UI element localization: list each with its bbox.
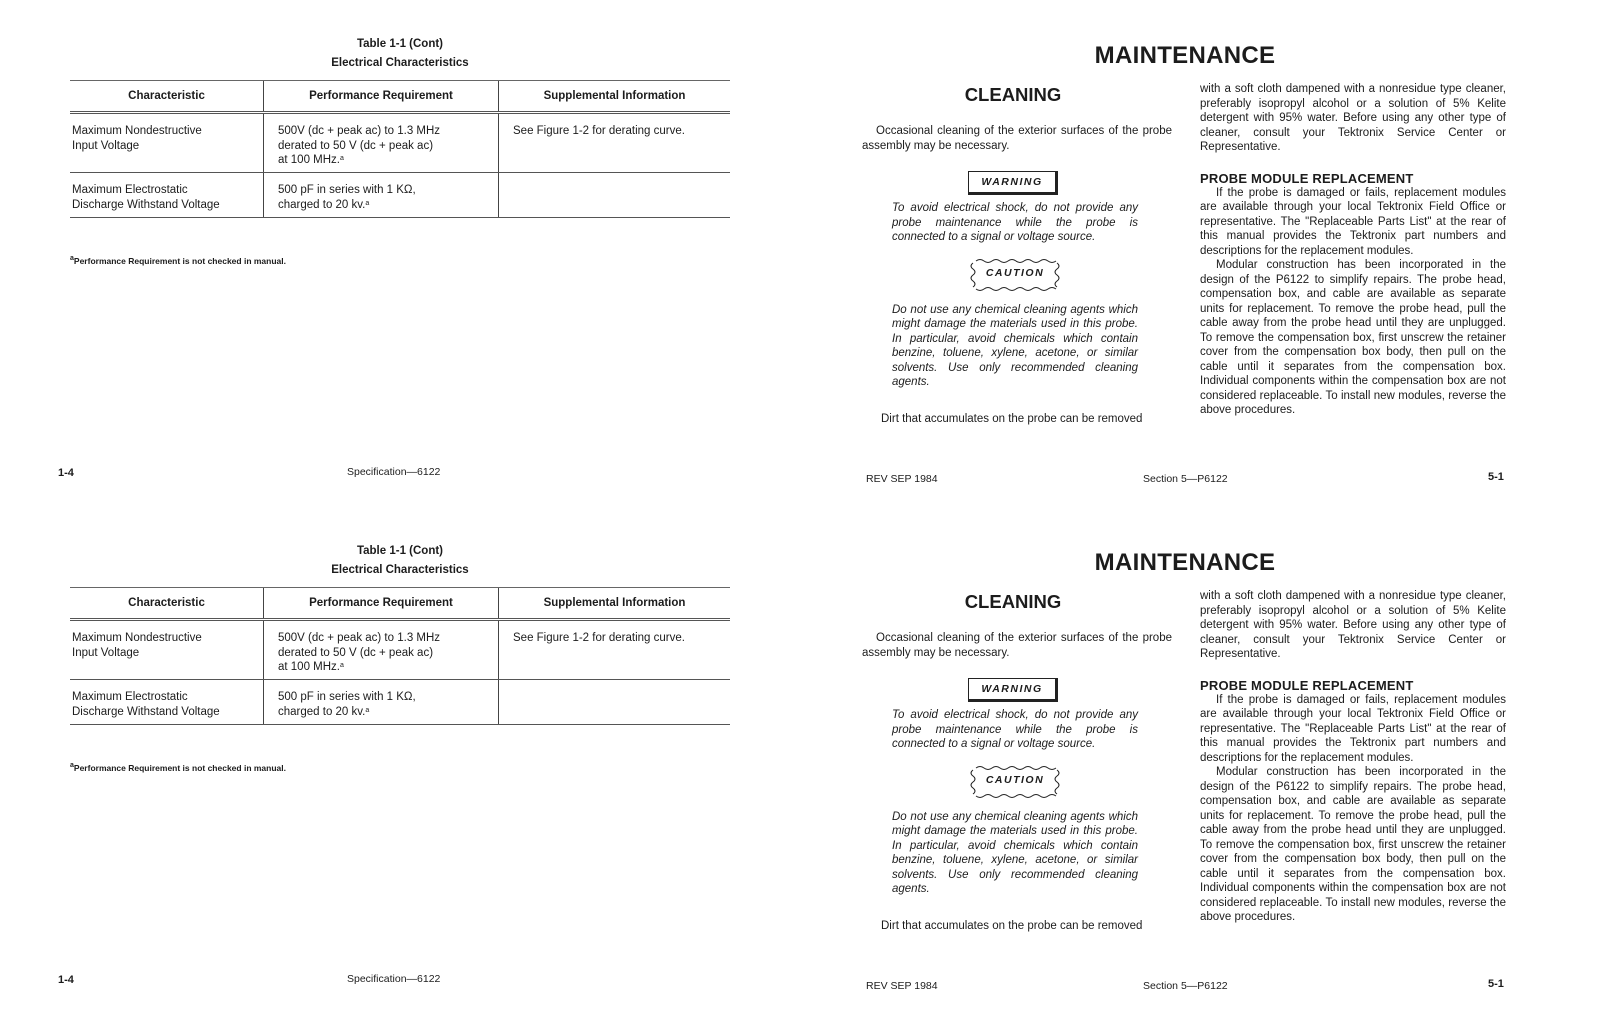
cell-line: 500 pF in series with 1 KΩ, <box>278 691 416 703</box>
characteristics-table <box>70 587 730 725</box>
left-column <box>862 591 1172 933</box>
cell-line: Discharge Withstand Voltage <box>72 198 220 211</box>
revision-date: REV SEP 1984 <box>866 980 938 992</box>
section-footer: Section 5—P6122 <box>1143 473 1228 485</box>
page-number: 5-1 <box>1488 471 1504 483</box>
section-title: MAINTENANCE <box>1094 549 1276 576</box>
caution-text: Do not use any chemical cleaning agents which might damage the materials used in this probe. In particular, avoid chemicals which contain benzine, toluene, xylene, acetone, or similar solvents. Use only recommended cleaning agents. <box>892 810 1138 895</box>
table-row <box>70 173 730 218</box>
cell-line: 500V (dc + peak ac) to 1.3 MHz <box>278 632 441 644</box>
supplemental-cell: See Figure 1-2 for derating curve. <box>498 621 730 679</box>
cell-line: derated to 50 V (dc + peak ac) <box>278 139 434 152</box>
supplemental-cell <box>498 680 730 724</box>
section-footer: Section 5—P6122 <box>1143 980 1228 992</box>
cell-line: at 100 MHz.$^a$ <box>278 154 344 166</box>
page-footer: Specification—6122 <box>347 973 441 985</box>
performance-cell <box>263 173 498 217</box>
module-paragraph-2: Modular construction has been incorporated in the design of the P6122 to simplify repairs. The probe head, compensation box, and cable are available as separate units for replacement. To remove the probe head, pull the cable away from the probe head until they are unplugged. To remove the compensation box, first unscrew the retainer cover from the compensation box body, then pull on the cable until it separates from the compensation box. Individual components within the compensation box are not considered replaceable. To install new modules, reverse the above procedures. <box>1200 259 1506 416</box>
caution-text: Do not use any chemical cleaning agents which might damage the materials used in this probe. In particular, avoid chemicals which contain benzine, toluene, xylene, acetone, or similar solvents. Use only recommended cleaning agents. <box>892 303 1138 388</box>
cleaning-intro: Occasional cleaning of the exterior surfaces of the probe assembly may be necessary. <box>862 632 1172 659</box>
section-title: MAINTENANCE <box>1094 42 1276 69</box>
warning-text: To avoid electrical shock, do not provide any probe maintenance while the probe is connected to a signal or voltage source. <box>892 709 1138 750</box>
footnote-marker: a <box>365 199 370 207</box>
module-replacement-heading: PROBE MODULE REPLACEMENT <box>1200 677 1414 693</box>
cleaning-continued: with a soft cloth dampened with a nonresidue type cleaner, preferably isopropyl alcohol or a solution of 5% Kelite detergent with 95% water. Before using any other type of cleaner, consult your Tektronix Service Center or Representative. <box>1200 590 1506 660</box>
cell-line: Input Voltage <box>72 646 140 659</box>
characteristic-cell <box>70 621 263 679</box>
table-subtitle: Electrical Characteristics <box>331 564 469 576</box>
cell-line: 500V (dc + peak ac) to 1.3 MHz <box>278 125 441 137</box>
table-row <box>70 621 730 680</box>
right-column <box>1200 82 1506 418</box>
module-replacement-heading: PROBE MODULE REPLACEMENT <box>1200 170 1414 186</box>
footnote-marker: a <box>340 662 344 669</box>
footnote-marker: a <box>365 706 370 714</box>
cell-line: Discharge Withstand Voltage <box>72 705 220 718</box>
warning-box: WARNING <box>968 678 1058 702</box>
module-paragraph-2: Modular construction has been incorporated in the design of the P6122 to simplify repairs. The probe head, compensation box, and cable are available as separate units for replacement. To remove the probe head, pull the cable away from the probe head until they are unplugged. To remove the compensation box, first unscrew the retainer cover from the compensation box body, then pull on the cable until it separates from the compensation box. Individual components within the compensation box are not considered replaceable. To install new modules, reverse the above procedures. <box>1200 766 1506 923</box>
footnote-marker: a <box>70 762 74 769</box>
characteristics-table <box>70 80 730 218</box>
supplemental-cell <box>498 173 730 217</box>
table-header-row <box>70 587 730 621</box>
caution-box <box>966 255 1064 295</box>
module-paragraph-1: If the probe is damaged or fails, replacement modules are available through your local Tektronix Field Office or representative. The "Replaceable Parts List" at the rear of this manual provides the Tektronix part numbers and descriptions for the replacement modules. <box>1200 186 1506 257</box>
cleaning-heading: CLEANING <box>964 591 1062 612</box>
caution-label: CAUTION <box>985 773 1045 786</box>
column-header: Characteristic <box>128 596 205 609</box>
characteristic-cell <box>70 680 263 724</box>
column-header: Characteristic <box>128 89 205 102</box>
caution-label: CAUTION <box>985 266 1045 279</box>
cell-line: charged to 20 kv.$^a$ <box>278 705 370 718</box>
table-footnote: $^a$Performance Requirement is not checked in manual. <box>70 255 286 266</box>
cleaning-continued: with a soft cloth dampened with a nonresidue type cleaner, preferably isopropyl alcohol or a solution of 5% Kelite detergent with 95% water. Before using any other type of cleaner, consult your Tektronix Service Center or Representative. <box>1200 83 1506 153</box>
column-header: Performance Requirement <box>263 81 498 111</box>
table-title: Table 1-1 (Cont) <box>356 545 444 557</box>
characteristic-cell <box>70 173 263 217</box>
table-row <box>70 114 730 173</box>
left-column <box>862 84 1172 426</box>
revision-date: REV SEP 1984 <box>866 473 938 485</box>
footnote-marker: a <box>70 255 74 262</box>
cell-line: derated to 50 V (dc + peak ac) <box>278 646 434 659</box>
cell-line: Maximum Nondestructive <box>72 632 202 644</box>
column-header: Performance Requirement <box>263 588 498 618</box>
module-paragraph-1: If the probe is damaged or fails, replacement modules are available through your local Tektronix Field Office or representative. The "Replaceable Parts List" at the rear of this manual provides the Tektronix part numbers and descriptions for the replacement modules. <box>1200 693 1506 764</box>
column-header: Supplemental Information <box>498 588 730 618</box>
performance-cell <box>263 114 498 172</box>
cleaning-heading: CLEANING <box>964 84 1062 105</box>
page-spread <box>0 507 1600 1014</box>
supplemental-cell: See Figure 1-2 for derating curve. <box>498 114 730 172</box>
table-subtitle: Electrical Characteristics <box>331 57 469 69</box>
page-number: 5-1 <box>1488 978 1504 990</box>
characteristic-cell <box>70 114 263 172</box>
cell-line: Input Voltage <box>72 139 140 152</box>
performance-cell <box>263 680 498 724</box>
dirt-text: Dirt that accumulates on the probe can be removed <box>881 919 1143 932</box>
page-spread <box>0 0 1600 507</box>
page-number: 1-4 <box>58 974 74 986</box>
table-row <box>70 680 730 725</box>
table-header-row <box>70 80 730 114</box>
caution-box <box>966 762 1064 802</box>
performance-cell <box>263 621 498 679</box>
right-column <box>1200 589 1506 925</box>
warning-box: WARNING <box>968 171 1058 195</box>
cell-line: charged to 20 kv.$^a$ <box>278 198 370 211</box>
warning-text: To avoid electrical shock, do not provide any probe maintenance while the probe is connected to a signal or voltage source. <box>892 202 1138 243</box>
column-header: Supplemental Information <box>498 81 730 111</box>
cell-line: Maximum Nondestructive <box>72 125 202 137</box>
page-footer: Specification—6122 <box>347 466 441 478</box>
cleaning-intro: Occasional cleaning of the exterior surfaces of the probe assembly may be necessary. <box>862 125 1172 152</box>
cell-line: 500 pF in series with 1 KΩ, <box>278 184 416 196</box>
page-number: 1-4 <box>58 467 74 479</box>
cell-line: Maximum Electrostatic <box>72 184 188 196</box>
cell-line: Maximum Electrostatic <box>72 691 188 703</box>
cell-line: at 100 MHz.$^a$ <box>278 661 344 673</box>
dirt-text: Dirt that accumulates on the probe can be removed <box>881 412 1143 425</box>
footnote-marker: a <box>340 155 344 162</box>
table-title: Table 1-1 (Cont) <box>356 38 444 50</box>
table-footnote: $^a$Performance Requirement is not checked in manual. <box>70 762 286 773</box>
